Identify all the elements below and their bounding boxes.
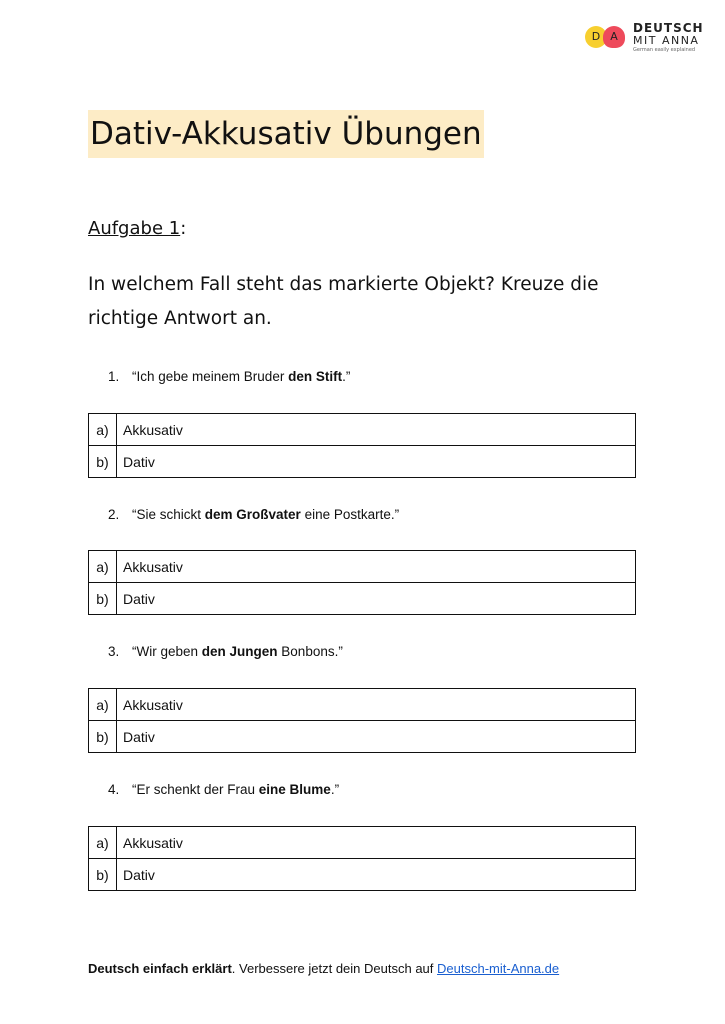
question-marked-object: den Stift [288, 369, 343, 384]
task-heading [88, 216, 186, 242]
answer-row-b[interactable] [89, 446, 636, 478]
answer-option-dativ[interactable]: Dativ [117, 721, 636, 753]
question-number: 2. [108, 507, 120, 522]
logo-wordmark [633, 22, 704, 54]
answer-table-3 [88, 688, 636, 753]
answer-option-dativ[interactable]: Dativ [117, 583, 636, 615]
answer-row-b[interactable] [89, 721, 636, 753]
question-text-post: .” [342, 369, 351, 384]
answer-row-a[interactable] [89, 827, 636, 859]
logo-mark [585, 26, 629, 50]
question-1 [108, 368, 350, 386]
answer-option-akkusativ[interactable]: Akkusativ [117, 414, 636, 446]
answer-row-a[interactable] [89, 414, 636, 446]
logo-heart-a: A [603, 26, 625, 48]
answer-option-akkusativ[interactable]: Akkusativ [117, 689, 636, 721]
logo-line-2: MIT ANNA [633, 34, 700, 47]
logo-line-1: DEUTSCH [633, 21, 704, 35]
question-2 [108, 506, 399, 524]
answer-option-akkusativ[interactable]: Akkusativ [117, 551, 636, 583]
answer-letter: b) [89, 859, 117, 891]
answer-table-4 [88, 826, 636, 891]
answer-option-dativ[interactable]: Dativ [117, 446, 636, 478]
question-4 [108, 781, 339, 799]
question-text-pre: “Er schenkt der Frau [132, 782, 259, 797]
footer-tagline: Deutsch einfach erklärt [88, 961, 232, 976]
question-text-pre: “Wir geben [132, 644, 202, 659]
footer-text: . Verbessere jetzt dein Deutsch auf [231, 961, 438, 976]
answer-letter: b) [89, 721, 117, 753]
question-number: 1. [108, 369, 120, 384]
question-marked-object: eine Blume [258, 782, 331, 797]
question-text-pre: “Sie schickt [132, 507, 205, 522]
answer-table-2 [88, 550, 636, 615]
answer-row-a[interactable] [89, 551, 636, 583]
question-3 [108, 643, 343, 661]
logo-circle-d: D [585, 26, 607, 48]
answer-letter: b) [89, 446, 117, 478]
question-marked-object: den Jungen [201, 644, 278, 659]
answer-table-1 [88, 413, 636, 478]
footer [88, 960, 559, 978]
answer-row-a[interactable] [89, 689, 636, 721]
task-label: Aufgabe 1 [88, 218, 181, 239]
logo-tagline: German easily explained [633, 47, 696, 53]
answer-option-dativ[interactable]: Dativ [117, 859, 636, 891]
footer-link[interactable]: Deutsch-mit-Anna.de [437, 961, 560, 976]
question-number: 3. [108, 644, 120, 659]
instruction-text: In welchem Fall steht das markierte Objekt? Kreuze die richtige Antwort an. [88, 274, 599, 329]
task-suffix: : [180, 218, 187, 239]
page-title: Dativ-Akkusativ Übungen [88, 110, 484, 158]
answer-letter: a) [89, 414, 117, 446]
answer-letter: a) [89, 551, 117, 583]
question-text-post: .” [330, 782, 340, 797]
answer-row-b[interactable] [89, 583, 636, 615]
answer-letter: a) [89, 827, 117, 859]
question-text-pre: “Ich gebe meinem Bruder [132, 369, 289, 384]
question-marked-object: dem Großvater [204, 507, 301, 522]
answer-letter: a) [89, 689, 117, 721]
question-text-post: eine Postkarte.” [300, 507, 400, 522]
question-number: 4. [108, 782, 120, 797]
question-text-post: Bonbons.” [277, 644, 343, 659]
answer-row-b[interactable] [89, 859, 636, 891]
answer-letter: b) [89, 583, 117, 615]
answer-option-akkusativ[interactable]: Akkusativ [117, 827, 636, 859]
